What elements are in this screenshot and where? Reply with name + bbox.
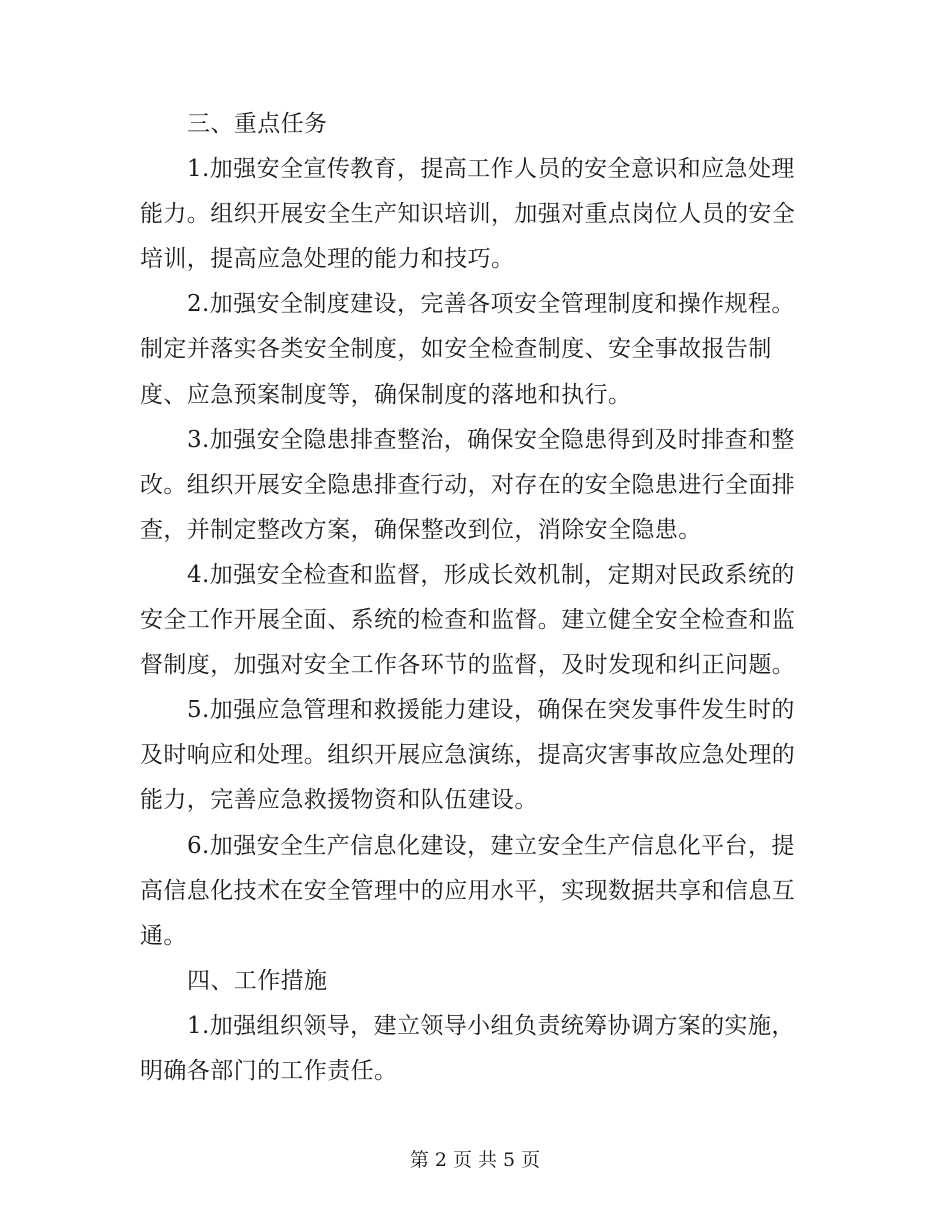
paragraph-line: 高信息化技术在安全管理中的应用水平，实现数据共享和信息互	[140, 877, 796, 904]
section-heading: 四、工作措施	[187, 967, 328, 994]
paragraph-line: 查，并制定整改方案，确保整改到位，消除安全隐患。	[140, 516, 702, 543]
section-heading: 三、重点任务	[187, 111, 328, 137]
paragraph-line: 度、应急预案制度等，确保制度的落地和执行。	[140, 381, 632, 408]
paragraph-line: 及时响应和处理。组织开展应急演练，提高灾害事故应急处理的	[140, 742, 796, 769]
paragraph-line: 2.加强安全制度建设，完善各项安全管理制度和操作规程。	[187, 291, 795, 318]
paragraph-line: 3.加强安全隐患排查整治，确保安全隐患得到及时排查和整	[187, 426, 795, 453]
paragraph	[140, 553, 820, 688]
section	[140, 959, 820, 1094]
paragraph-line: 培训，提高应急处理的能力和技巧。	[140, 246, 515, 273]
paragraph	[140, 688, 820, 823]
paragraph-line: 安全工作开展全面、系统的检查和监督。建立健全安全检查和监	[140, 607, 796, 634]
paragraph-line: 明确各部门的工作责任。	[140, 1057, 398, 1084]
paragraph-line: 能力，完善应急救援物资和队伍建设。	[140, 787, 538, 814]
paragraph-line: 制定并落实各类安全制度，如安全检查制度、安全事故报告制	[140, 336, 772, 363]
paragraph	[140, 418, 820, 553]
document-body	[140, 102, 820, 1094]
paragraph	[140, 282, 820, 417]
paragraph-line: 能力。组织开展安全生产知识培训，加强对重点岗位人员的安全	[140, 201, 796, 228]
paragraph-line: 6.加强安全生产信息化建设，建立安全生产信息化平台，提	[187, 832, 795, 859]
page-number-footer: 第 2 页 共 5 页	[409, 1149, 541, 1171]
paragraph	[140, 147, 820, 282]
paragraph-line: 改。组织开展安全隐患排查行动，对存在的安全隐患进行全面排	[140, 471, 796, 498]
paragraph-line: 4.加强安全检查和监督，形成长效机制，定期对民政系统的	[187, 561, 795, 588]
paragraph-line: 1.加强组织领导，建立领导小组负责统筹协调方案的实施，	[187, 1012, 795, 1039]
paragraph-line: 5.加强应急管理和救援能力建设，确保在突发事件发生时的	[187, 697, 795, 724]
paragraph	[140, 824, 820, 959]
paragraph-line: 督制度，加强对安全工作各环节的监督，及时发现和纠正问题。	[140, 652, 796, 679]
paragraph	[140, 1004, 820, 1094]
section	[140, 102, 820, 959]
paragraph-line: 1.加强安全宣传教育，提高工作人员的安全意识和应急处理	[187, 156, 795, 183]
paragraph-line: 通。	[140, 922, 187, 949]
